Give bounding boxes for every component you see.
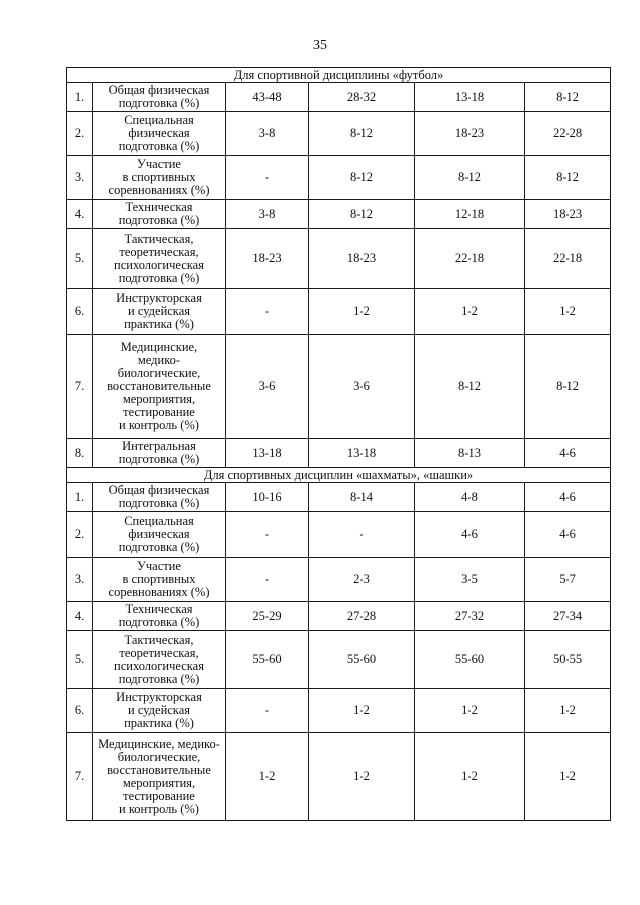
row-number: 8.	[67, 439, 93, 468]
cell-value: 12-18	[415, 200, 525, 229]
cell-value: 8-12	[309, 200, 415, 229]
row-number: 3.	[67, 156, 93, 200]
cell-value: -	[226, 156, 309, 200]
row-name: Участие в спортивных соревнованиях (%)	[93, 558, 226, 602]
cell-value: -	[226, 558, 309, 602]
table-row	[67, 602, 611, 631]
row-name: Интегральная подготовка (%)	[93, 439, 226, 468]
table-row	[67, 229, 611, 289]
cell-value: 22-18	[525, 229, 611, 289]
row-number: 5.	[67, 229, 93, 289]
table-row	[67, 558, 611, 602]
table-row	[67, 200, 611, 229]
cell-value: 1-2	[415, 289, 525, 335]
row-name: Медицинские, медико- биологические, восстановительные мероприятия, тестирование и контроль (%)	[93, 733, 226, 821]
cell-value: 43-48	[226, 83, 309, 112]
cell-value: 5-7	[525, 558, 611, 602]
row-name: Техническая подготовка (%)	[93, 602, 226, 631]
cell-value: 55-60	[415, 631, 525, 689]
cell-value: 22-28	[525, 112, 611, 156]
cell-value: 27-32	[415, 602, 525, 631]
cell-value: 28-32	[309, 83, 415, 112]
section-title: Для спортивной дисциплины «футбол»	[67, 68, 611, 83]
cell-value: 1-2	[226, 733, 309, 821]
cell-value: 1-2	[309, 289, 415, 335]
table-row	[67, 512, 611, 558]
cell-value: 18-23	[415, 112, 525, 156]
row-name: Общая физическая подготовка (%)	[93, 83, 226, 112]
cell-value: 27-28	[309, 602, 415, 631]
row-number: 1.	[67, 83, 93, 112]
row-name: Инструкторская и судейская практика (%)	[93, 289, 226, 335]
cell-value: 50-55	[525, 631, 611, 689]
cell-value: 1-2	[415, 733, 525, 821]
section-title: Для спортивных дисциплин «шахматы», «шашки»	[67, 468, 611, 483]
cell-value: 8-12	[415, 156, 525, 200]
table-row	[67, 335, 611, 439]
cell-value: 8-14	[309, 483, 415, 512]
cell-value: -	[226, 512, 309, 558]
row-name: Тактическая, теоретическая, психологическая подготовка (%)	[93, 229, 226, 289]
cell-value: 2-3	[309, 558, 415, 602]
cell-value: 10-16	[226, 483, 309, 512]
row-name: Тактическая, теоретическая, психологическая подготовка (%)	[93, 631, 226, 689]
cell-value: 4-6	[525, 512, 611, 558]
cell-value: 1-2	[525, 289, 611, 335]
cell-value: 13-18	[309, 439, 415, 468]
row-number: 3.	[67, 558, 93, 602]
row-number: 1.	[67, 483, 93, 512]
table-row	[67, 156, 611, 200]
row-number: 5.	[67, 631, 93, 689]
cell-value: 8-12	[525, 83, 611, 112]
cell-value: 27-34	[525, 602, 611, 631]
row-number: 4.	[67, 200, 93, 229]
row-number: 2.	[67, 112, 93, 156]
table-row	[67, 733, 611, 821]
row-name: Участие в спортивных соревнованиях (%)	[93, 156, 226, 200]
cell-value: 55-60	[309, 631, 415, 689]
cell-value: 18-23	[309, 229, 415, 289]
cell-value: 13-18	[226, 439, 309, 468]
cell-value: 1-2	[525, 733, 611, 821]
cell-value: 13-18	[415, 83, 525, 112]
row-number: 7.	[67, 733, 93, 821]
row-name: Специальная физическая подготовка (%)	[93, 512, 226, 558]
cell-value: 1-2	[309, 733, 415, 821]
page-number: 35	[313, 38, 327, 53]
cell-value: 1-2	[309, 689, 415, 733]
cell-value: 8-12	[525, 156, 611, 200]
row-name: Общая физическая подготовка (%)	[93, 483, 226, 512]
cell-value: 8-12	[525, 335, 611, 439]
cell-value: 3-6	[309, 335, 415, 439]
cell-value: 1-2	[525, 689, 611, 733]
cell-value: -	[226, 289, 309, 335]
row-name: Инструкторская и судейская практика (%)	[93, 689, 226, 733]
row-number: 2.	[67, 512, 93, 558]
table-row	[67, 483, 611, 512]
cell-value: 55-60	[226, 631, 309, 689]
cell-value: 25-29	[226, 602, 309, 631]
table-row	[67, 689, 611, 733]
cell-value: 3-8	[226, 200, 309, 229]
table-row	[67, 112, 611, 156]
table-row	[67, 439, 611, 468]
cell-value: 1-2	[415, 689, 525, 733]
row-number: 4.	[67, 602, 93, 631]
table-row	[67, 631, 611, 689]
cell-value: -	[309, 512, 415, 558]
section-header-chess-draughts	[67, 468, 611, 483]
table-row	[67, 83, 611, 112]
row-number: 6.	[67, 289, 93, 335]
cell-value: 18-23	[226, 229, 309, 289]
cell-value: 4-8	[415, 483, 525, 512]
cell-value: 4-6	[415, 512, 525, 558]
row-name: Техническая подготовка (%)	[93, 200, 226, 229]
row-number: 7.	[67, 335, 93, 439]
cell-value: 4-6	[525, 439, 611, 468]
cell-value: 3-5	[415, 558, 525, 602]
cell-value: -	[226, 689, 309, 733]
cell-value: 18-23	[525, 200, 611, 229]
row-number: 6.	[67, 689, 93, 733]
cell-value: 8-12	[415, 335, 525, 439]
row-name: Медицинские, медико- биологические, восстановительные мероприятия, тестирование и контроль (%)	[93, 335, 226, 439]
cell-value: 22-18	[415, 229, 525, 289]
table-row	[67, 289, 611, 335]
section-header-football	[67, 68, 611, 83]
cell-value: 4-6	[525, 483, 611, 512]
cell-value: 8-12	[309, 156, 415, 200]
cell-value: 3-6	[226, 335, 309, 439]
training-ratio-table	[66, 67, 611, 821]
row-name: Специальная физическая подготовка (%)	[93, 112, 226, 156]
cell-value: 8-12	[309, 112, 415, 156]
cell-value: 8-13	[415, 439, 525, 468]
cell-value: 3-8	[226, 112, 309, 156]
